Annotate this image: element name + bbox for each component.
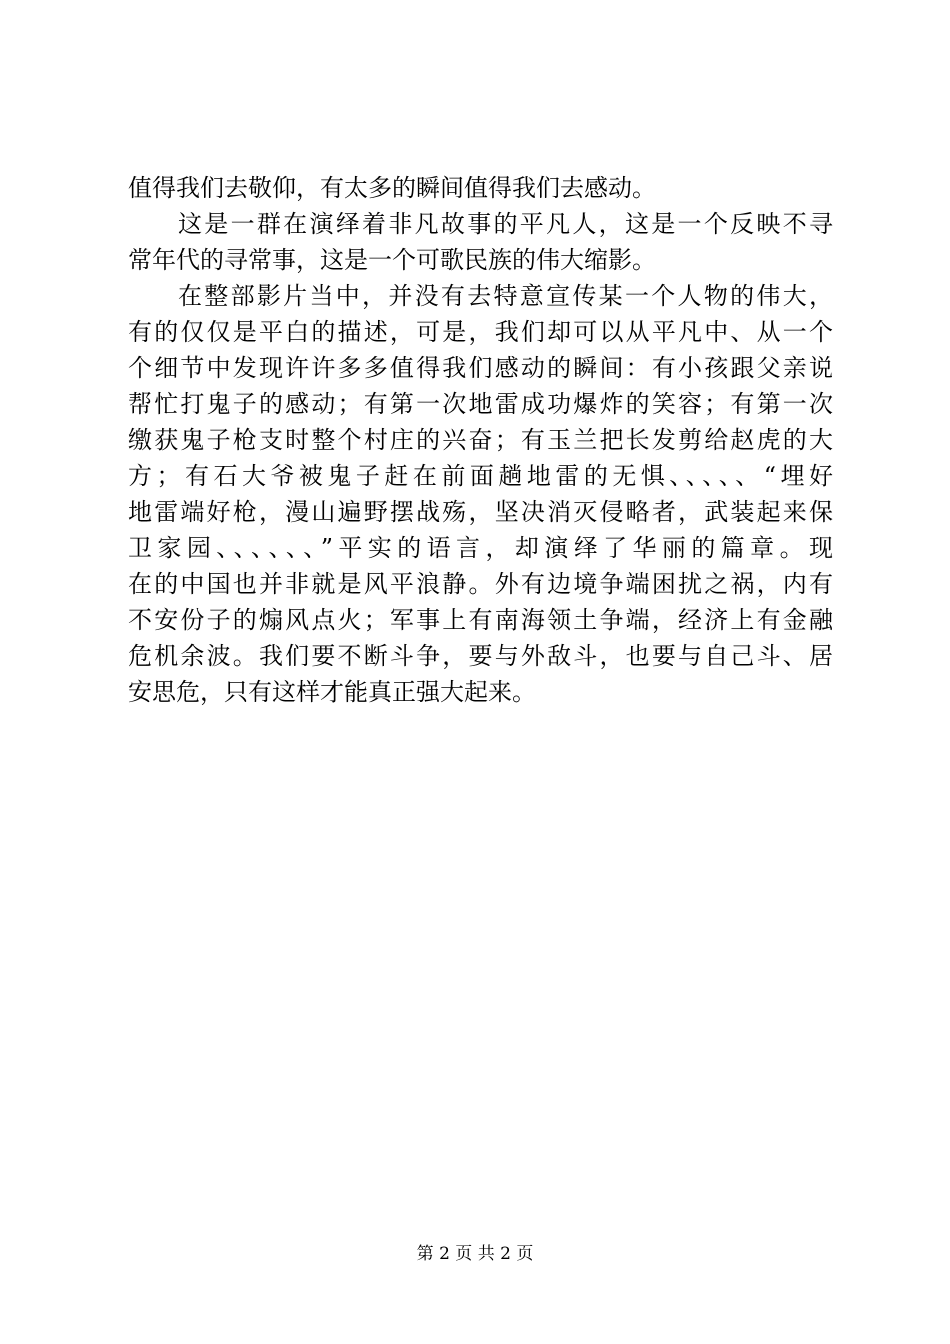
text-line: 个细节中发现许许多多值得我们感动的瞬间：有小孩跟父亲说 [128, 354, 833, 382]
text-line: 卫家园、、、、、、”平实的语言，却演绎了华丽的篇章。现 [128, 534, 833, 562]
text-line: 方；有石大爷被鬼子赶在前面趟地雷的无惧、、、、、“埋好 [128, 462, 833, 490]
text-line: 缴获鬼子枪支时整个村庄的兴奋；有玉兰把长发剪给赵虎的大 [128, 426, 833, 454]
text-line: 帮忙打鬼子的感动；有第一次地雷成功爆炸的笑容；有第一次 [128, 390, 833, 418]
text-line: 不安份子的煽风点火；军事上有南海领土争端，经济上有金融 [128, 606, 833, 634]
paragraph-start-line: 在整部影片当中，并没有去特意宣传某一个人物的伟大， [178, 282, 833, 310]
text-line: 常年代的寻常事，这是一个可歌民族的伟大缩影。 [128, 246, 656, 274]
text-line: 地雷端好枪，漫山遍野摆战殇，坚决消灭侵略者，武装起来保 [128, 498, 833, 526]
paragraph-start-line: 这是一群在演绎着非凡故事的平凡人，这是一个反映不寻 [178, 210, 833, 238]
text-line: 值得我们去敬仰，有太多的瞬间值得我们去感动。 [128, 174, 656, 202]
page-footer [0, 1242, 950, 1266]
text-line: 安思危，只有这样才能真正强大起来。 [128, 678, 536, 706]
text-line: 在的中国也并非就是风平浪静。外有边境争端困扰之祸，内有 [128, 570, 833, 598]
document-body [128, 170, 833, 710]
page-number-label: 第 2 页 共 2 页 [416, 1244, 534, 1264]
text-line: 有的仅仅是平白的描述，可是，我们却可以从平凡中、从一个 [128, 318, 833, 346]
text-line: 危机余波。我们要不断斗争，要与外敌斗，也要与自己斗、居 [128, 642, 833, 670]
